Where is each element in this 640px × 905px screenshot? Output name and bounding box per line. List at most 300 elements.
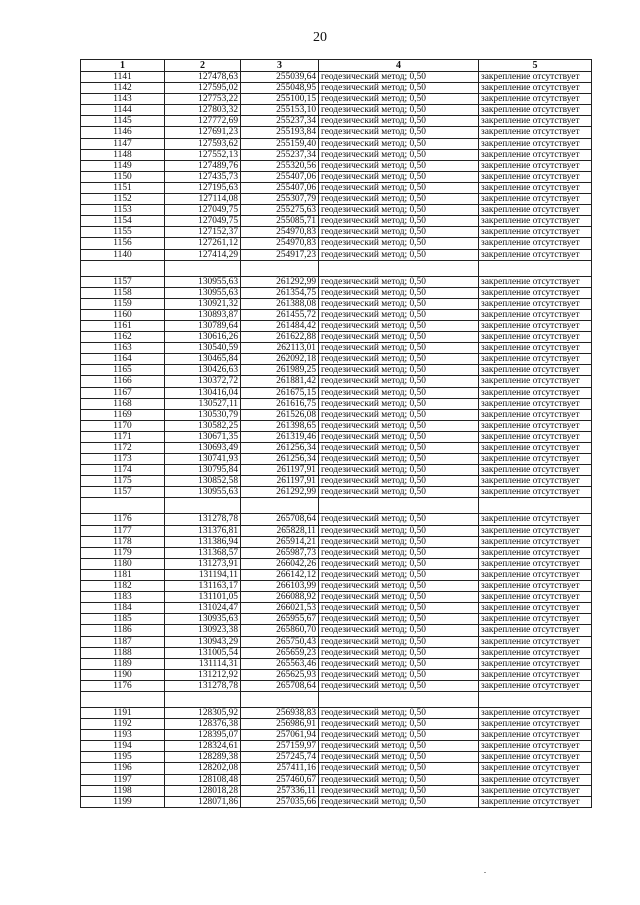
fixing-cell: закрепление отсутствует [479,658,592,669]
y-coordinate-cell: 255407,06 [241,171,319,182]
empty-cell [81,260,165,276]
fixing-cell: закрепление отсутствует [479,320,592,331]
point-number-cell: 1193 [81,730,165,741]
x-coordinate-cell: 130426,63 [165,365,241,376]
point-number-cell: 1182 [81,581,165,592]
y-coordinate-cell: 257035,66 [241,796,319,807]
table-row [81,443,592,454]
method-cell: геодезический метод; 0,50 [319,514,479,525]
fixing-cell: закрепление отсутствует [479,332,592,343]
empty-cell [241,498,319,514]
y-coordinate-cell: 255237,34 [241,116,319,127]
table-row [81,105,592,116]
table-row [81,420,592,431]
fixing-cell: закрепление отсутствует [479,796,592,807]
y-coordinate-cell: 265708,64 [241,514,319,525]
point-number-cell: 1163 [81,343,165,354]
fixing-cell: закрепление отсутствует [479,741,592,752]
x-coordinate-cell: 128108,48 [165,774,241,785]
empty-cell [165,691,241,707]
fixing-cell: закрепление отсутствует [479,763,592,774]
point-number-cell: 1190 [81,669,165,680]
fixing-cell: закрепление отсутствует [479,376,592,387]
method-cell: геодезический метод; 0,50 [319,387,479,398]
y-coordinate-cell: 265828,11 [241,525,319,536]
method-cell: геодезический метод; 0,50 [319,138,479,149]
method-cell: геодезический метод; 0,50 [319,730,479,741]
x-coordinate-cell: 130789,64 [165,320,241,331]
y-coordinate-cell: 266021,53 [241,603,319,614]
fixing-cell: закрепление отсутствует [479,205,592,216]
table-row [81,138,592,149]
table-row [81,160,592,171]
y-coordinate-cell: 255307,79 [241,194,319,205]
x-coordinate-cell: 130416,04 [165,387,241,398]
table-row [81,171,592,182]
y-coordinate-cell: 261675,15 [241,387,319,398]
col-header-3: 3 [241,60,319,72]
fixing-cell: закрепление отсутствует [479,138,592,149]
x-coordinate-cell: 130671,35 [165,431,241,442]
y-coordinate-cell: 266088,92 [241,592,319,603]
method-cell: геодезический метод; 0,50 [319,309,479,320]
empty-cell [81,691,165,707]
method-cell: геодезический метод; 0,50 [319,376,479,387]
fixing-cell: закрепление отсутствует [479,276,592,287]
method-cell: геодезический метод; 0,50 [319,72,479,83]
group-separator-row [81,498,592,514]
fixing-cell: закрепление отсутствует [479,409,592,420]
point-number-cell: 1181 [81,569,165,580]
y-coordinate-cell: 261354,75 [241,287,319,298]
x-coordinate-cell: 131163,17 [165,581,241,592]
fixing-cell: закрепление отсутствует [479,558,592,569]
point-number-cell: 1165 [81,365,165,376]
empty-cell [165,498,241,514]
point-number-cell: 1185 [81,614,165,625]
point-number-cell: 1199 [81,796,165,807]
point-number-cell: 1157 [81,487,165,498]
point-number-cell: 1162 [81,332,165,343]
method-cell: геодезический метод; 0,50 [319,465,479,476]
fixing-cell: закрепление отсутствует [479,309,592,320]
fixing-cell: закрепление отсутствует [479,625,592,636]
method-cell: геодезический метод; 0,50 [319,796,479,807]
fixing-cell: закрепление отсутствует [479,365,592,376]
point-number-cell: 1164 [81,354,165,365]
table-row [81,487,592,498]
fixing-cell: закрепление отсутствует [479,547,592,558]
x-coordinate-cell: 130540,59 [165,343,241,354]
fixing-cell: закрепление отсутствует [479,182,592,193]
table-row [81,194,592,205]
x-coordinate-cell: 130795,84 [165,465,241,476]
table-row [81,149,592,160]
point-number-cell: 1171 [81,431,165,442]
method-cell: геодезический метод; 0,50 [319,298,479,309]
table-row [81,249,592,260]
y-coordinate-cell: 265563,46 [241,658,319,669]
y-coordinate-cell: 266103,99 [241,581,319,592]
method-cell: геодезический метод; 0,50 [319,647,479,658]
fixing-cell: закрепление отсутствует [479,785,592,796]
method-cell: геодезический метод; 0,50 [319,547,479,558]
point-number-cell: 1187 [81,636,165,647]
method-cell: геодезический метод; 0,50 [319,365,479,376]
y-coordinate-cell: 265750,43 [241,636,319,647]
table-row [81,332,592,343]
point-number-cell: 1158 [81,287,165,298]
method-cell: геодезический метод; 0,50 [319,216,479,227]
empty-cell [319,691,479,707]
y-coordinate-cell: 261616,75 [241,398,319,409]
fixing-cell: закрепление отсутствует [479,569,592,580]
table-row [81,707,592,718]
point-number-cell: 1198 [81,785,165,796]
x-coordinate-cell: 131005,54 [165,647,241,658]
method-cell: геодезический метод; 0,50 [319,398,479,409]
point-number-cell: 1147 [81,138,165,149]
y-coordinate-cell: 255159,40 [241,138,319,149]
y-coordinate-cell: 257336,11 [241,785,319,796]
group-separator-row [81,260,592,276]
fixing-cell: закрепление отсутствует [479,719,592,730]
table-row [81,514,592,525]
fixing-cell: закрепление отсутствует [479,514,592,525]
point-number-cell: 1175 [81,476,165,487]
fixing-cell: закрепление отсутствует [479,216,592,227]
y-coordinate-cell: 262113,01 [241,343,319,354]
x-coordinate-cell: 127195,63 [165,182,241,193]
fixing-cell: закрепление отсутствует [479,94,592,105]
fixing-cell: закрепление отсутствует [479,581,592,592]
table-row [81,454,592,465]
x-coordinate-cell: 130530,79 [165,409,241,420]
method-cell: геодезический метод; 0,50 [319,614,479,625]
point-number-cell: 1141 [81,72,165,83]
table-row [81,276,592,287]
point-number-cell: 1140 [81,249,165,260]
fixing-cell: закрепление отсутствует [479,476,592,487]
table-row [81,72,592,83]
empty-cell [479,691,592,707]
y-coordinate-cell: 254970,83 [241,227,319,238]
table-row [81,116,592,127]
method-cell: геодезический метод; 0,50 [319,238,479,249]
point-number-cell: 1186 [81,625,165,636]
point-number-cell: 1145 [81,116,165,127]
method-cell: геодезический метод; 0,50 [319,658,479,669]
page-number: 20 [313,30,327,45]
x-coordinate-cell: 130955,63 [165,287,241,298]
table-row [81,647,592,658]
point-number-cell: 1173 [81,454,165,465]
x-coordinate-cell: 130935,63 [165,614,241,625]
table-row [81,398,592,409]
x-coordinate-cell: 127772,69 [165,116,241,127]
fixing-cell: закрепление отсутствует [479,730,592,741]
method-cell: геодезический метод; 0,50 [319,707,479,718]
x-coordinate-cell: 131278,78 [165,514,241,525]
x-coordinate-cell: 127152,37 [165,227,241,238]
y-coordinate-cell: 255237,34 [241,149,319,160]
fixing-cell: закрепление отсутствует [479,603,592,614]
x-coordinate-cell: 130693,49 [165,443,241,454]
method-cell: геодезический метод; 0,50 [319,116,479,127]
x-coordinate-cell: 130372,72 [165,376,241,387]
x-coordinate-cell: 127753,22 [165,94,241,105]
fixing-cell: закрепление отсутствует [479,669,592,680]
table-row [81,669,592,680]
method-cell: геодезический метод; 0,50 [319,249,479,260]
x-coordinate-cell: 127049,75 [165,205,241,216]
point-number-cell: 1194 [81,741,165,752]
method-cell: геодезический метод; 0,50 [319,94,479,105]
empty-cell [479,260,592,276]
point-number-cell: 1172 [81,443,165,454]
table-row [81,409,592,420]
y-coordinate-cell: 261197,91 [241,465,319,476]
fixing-cell: закрепление отсутствует [479,354,592,365]
empty-cell [479,498,592,514]
point-number-cell: 1192 [81,719,165,730]
table-row [81,581,592,592]
fixing-cell: закрепление отсутствует [479,249,592,260]
table-row [81,658,592,669]
y-coordinate-cell: 261319,46 [241,431,319,442]
y-coordinate-cell: 255085,71 [241,216,319,227]
fixing-cell: закрепление отсутствует [479,160,592,171]
point-number-cell: 1143 [81,94,165,105]
y-coordinate-cell: 265659,23 [241,647,319,658]
x-coordinate-cell: 131386,94 [165,536,241,547]
point-number-cell: 1191 [81,707,165,718]
method-cell: геодезический метод; 0,50 [319,669,479,680]
fixing-cell: закрепление отсутствует [479,536,592,547]
table-row [81,182,592,193]
table-row [81,365,592,376]
method-cell: геодезический метод; 0,50 [319,320,479,331]
y-coordinate-cell: 261484,42 [241,320,319,331]
fixing-cell: закрепление отсутствует [479,525,592,536]
fixing-cell: закрепление отсутствует [479,592,592,603]
point-number-cell: 1177 [81,525,165,536]
method-cell: геодезический метод; 0,50 [319,227,479,238]
point-number-cell: 1195 [81,752,165,763]
scan-speck [484,872,486,873]
method-cell: геодезический метод; 0,50 [319,636,479,647]
x-coordinate-cell: 130852,58 [165,476,241,487]
x-coordinate-cell: 130465,84 [165,354,241,365]
method-cell: геодезический метод; 0,50 [319,149,479,160]
x-coordinate-cell: 128395,07 [165,730,241,741]
table-row [81,614,592,625]
empty-cell [165,260,241,276]
fixing-cell: закрепление отсутствует [479,171,592,182]
coordinates-table [80,59,592,808]
fixing-cell: закрепление отсутствует [479,774,592,785]
col-header-1: 1 [81,60,165,72]
fixing-cell: закрепление отсутствует [479,487,592,498]
method-cell: геодезический метод; 0,50 [319,581,479,592]
point-number-cell: 1154 [81,216,165,227]
method-cell: геодезический метод; 0,50 [319,420,479,431]
point-number-cell: 1168 [81,398,165,409]
table-row [81,309,592,320]
table-row [81,354,592,365]
method-cell: геодезический метод; 0,50 [319,752,479,763]
header-row [81,60,592,72]
y-coordinate-cell: 256986,91 [241,719,319,730]
y-coordinate-cell: 261292,99 [241,487,319,498]
method-cell: геодезический метод; 0,50 [319,476,479,487]
x-coordinate-cell: 131212,92 [165,669,241,680]
x-coordinate-cell: 131376,81 [165,525,241,536]
empty-cell [81,498,165,514]
x-coordinate-cell: 127552,13 [165,149,241,160]
table-row [81,536,592,547]
table-row [81,298,592,309]
x-coordinate-cell: 127414,29 [165,249,241,260]
y-coordinate-cell: 261197,91 [241,476,319,487]
point-number-cell: 1174 [81,465,165,476]
col-header-4: 4 [319,60,479,72]
fixing-cell: закрепление отсутствует [479,636,592,647]
fixing-cell: закрепление отсутствует [479,343,592,354]
y-coordinate-cell: 265860,70 [241,625,319,636]
x-coordinate-cell: 128018,28 [165,785,241,796]
y-coordinate-cell: 261989,25 [241,365,319,376]
table-row [81,343,592,354]
x-coordinate-cell: 131114,31 [165,658,241,669]
x-coordinate-cell: 130943,29 [165,636,241,647]
y-coordinate-cell: 256938,83 [241,707,319,718]
point-number-cell: 1156 [81,238,165,249]
y-coordinate-cell: 261455,72 [241,309,319,320]
fixing-cell: закрепление отсутствует [479,83,592,94]
method-cell: геодезический метод; 0,50 [319,774,479,785]
point-number-cell: 1155 [81,227,165,238]
table-row [81,83,592,94]
x-coordinate-cell: 130955,63 [165,487,241,498]
table-row [81,558,592,569]
point-number-cell: 1144 [81,105,165,116]
method-cell: геодезический метод; 0,50 [319,276,479,287]
point-number-cell: 1167 [81,387,165,398]
x-coordinate-cell: 131278,78 [165,680,241,691]
point-number-cell: 1176 [81,680,165,691]
method-cell: геодезический метод; 0,50 [319,160,479,171]
method-cell: геодезический метод; 0,50 [319,105,479,116]
x-coordinate-cell: 128202,08 [165,763,241,774]
x-coordinate-cell: 130923,38 [165,625,241,636]
method-cell: геодезический метод; 0,50 [319,719,479,730]
y-coordinate-cell: 261388,08 [241,298,319,309]
table-row [81,205,592,216]
y-coordinate-cell: 255039,64 [241,72,319,83]
fixing-cell: закрепление отсутствует [479,72,592,83]
y-coordinate-cell: 261398,65 [241,420,319,431]
method-cell: геодезический метод; 0,50 [319,343,479,354]
table-row [81,287,592,298]
table-row [81,625,592,636]
table-row [81,796,592,807]
table-row [81,763,592,774]
y-coordinate-cell: 254917,23 [241,249,319,260]
point-number-cell: 1169 [81,409,165,420]
fixing-cell: закрепление отсутствует [479,707,592,718]
fixing-cell: закрепление отсутствует [479,105,592,116]
fixing-cell: закрепление отсутствует [479,149,592,160]
point-number-cell: 1188 [81,647,165,658]
fixing-cell: закрепление отсутствует [479,298,592,309]
point-number-cell: 1148 [81,149,165,160]
fixing-cell: закрепление отсутствует [479,614,592,625]
method-cell: геодезический метод; 0,50 [319,487,479,498]
method-cell: геодезический метод; 0,50 [319,569,479,580]
method-cell: геодезический метод; 0,50 [319,83,479,94]
x-coordinate-cell: 127595,02 [165,83,241,94]
point-number-cell: 1146 [81,127,165,138]
method-cell: геодезический метод; 0,50 [319,558,479,569]
table-row [81,238,592,249]
y-coordinate-cell: 255320,56 [241,160,319,171]
y-coordinate-cell: 255100,15 [241,94,319,105]
fixing-cell: закрепление отсутствует [479,398,592,409]
method-cell: геодезический метод; 0,50 [319,536,479,547]
y-coordinate-cell: 254970,83 [241,238,319,249]
fixing-cell: закрепление отсутствует [479,127,592,138]
table-row [81,216,592,227]
method-cell: геодезический метод; 0,50 [319,205,479,216]
x-coordinate-cell: 127435,73 [165,171,241,182]
x-coordinate-cell: 127803,32 [165,105,241,116]
fixing-cell: закрепление отсутствует [479,116,592,127]
point-number-cell: 1196 [81,763,165,774]
x-coordinate-cell: 128324,61 [165,741,241,752]
empty-cell [319,260,479,276]
x-coordinate-cell: 127478,63 [165,72,241,83]
point-number-cell: 1180 [81,558,165,569]
y-coordinate-cell: 265987,73 [241,547,319,558]
empty-cell [241,691,319,707]
y-coordinate-cell: 257245,74 [241,752,319,763]
y-coordinate-cell: 266042,26 [241,558,319,569]
y-coordinate-cell: 261622,88 [241,332,319,343]
group-separator-row [81,691,592,707]
table-row [81,603,592,614]
x-coordinate-cell: 130616,26 [165,332,241,343]
fixing-cell: закрепление отсутствует [479,454,592,465]
x-coordinate-cell: 127691,23 [165,127,241,138]
method-cell: геодезический метод; 0,50 [319,454,479,465]
point-number-cell: 1184 [81,603,165,614]
fixing-cell: закрепление отсутствует [479,420,592,431]
table-row [81,465,592,476]
point-number-cell: 1189 [81,658,165,669]
y-coordinate-cell: 255193,84 [241,127,319,138]
y-coordinate-cell: 257460,67 [241,774,319,785]
x-coordinate-cell: 130527,11 [165,398,241,409]
method-cell: геодезический метод; 0,50 [319,182,479,193]
fixing-cell: закрепление отсутствует [479,647,592,658]
point-number-cell: 1152 [81,194,165,205]
y-coordinate-cell: 257159,97 [241,741,319,752]
method-cell: геодезический метод; 0,50 [319,785,479,796]
point-number-cell: 1150 [81,171,165,182]
fixing-cell: закрепление отсутствует [479,387,592,398]
y-coordinate-cell: 257061,94 [241,730,319,741]
